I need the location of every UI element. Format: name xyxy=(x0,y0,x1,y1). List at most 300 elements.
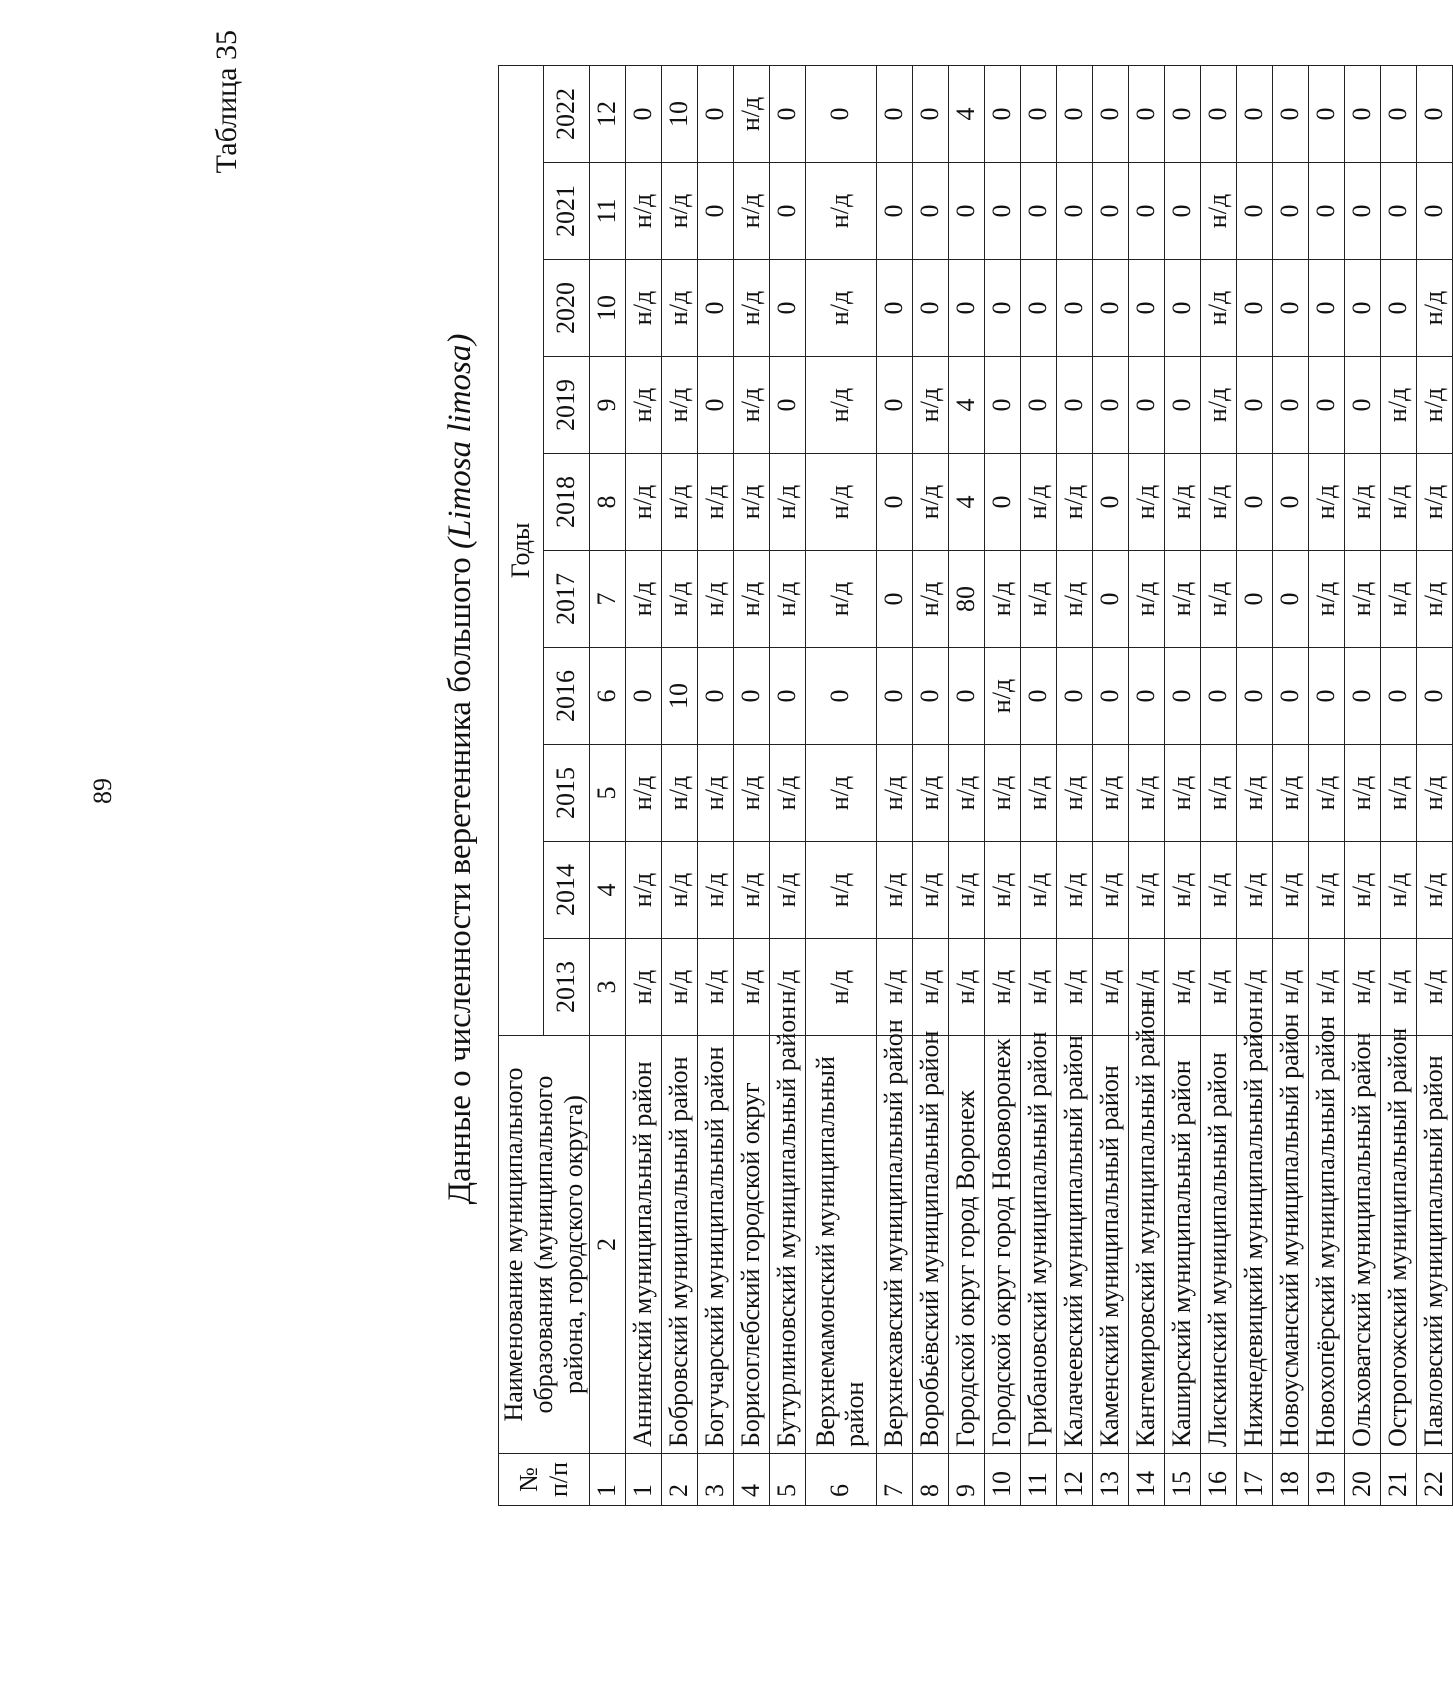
year-value-cell: 0 xyxy=(1092,163,1128,260)
year-value-cell: н/д xyxy=(1344,454,1380,551)
row-number: 17 xyxy=(1236,1454,1272,1506)
year-value-cell: 0 xyxy=(1272,454,1308,551)
year-value-cell: 0 xyxy=(1092,648,1128,745)
table-row xyxy=(661,65,697,1505)
row-number: 1 xyxy=(625,1454,661,1506)
year-value-cell: н/д xyxy=(1092,745,1128,842)
year-value-cell: н/д xyxy=(805,357,876,454)
municipality-name: Грибановский муниципальный район xyxy=(1020,1036,1056,1454)
year-value-cell: н/д xyxy=(1416,551,1452,648)
year-value-cell: н/д xyxy=(1380,939,1416,1036)
table-row xyxy=(1200,65,1236,1505)
row-number: 3 xyxy=(697,1454,733,1506)
year-value-cell: н/д xyxy=(697,842,733,939)
year-value-cell: н/д xyxy=(1308,454,1344,551)
year-value-cell: н/д xyxy=(661,842,697,939)
table-row xyxy=(1056,65,1092,1505)
year-value-cell: н/д xyxy=(1020,842,1056,939)
year-value-cell: 0 xyxy=(948,648,984,745)
year-value-cell: н/д xyxy=(661,163,697,260)
year-value-cell: н/д xyxy=(1200,454,1236,551)
year-value-cell: н/д xyxy=(876,842,912,939)
year-value-cell: н/д xyxy=(1344,939,1380,1036)
year-value-cell: н/д xyxy=(625,939,661,1036)
year-value-cell: 0 xyxy=(1344,260,1380,357)
year-value-cell: 0 xyxy=(1380,65,1416,162)
rotated-page-content xyxy=(208,16,1448,1522)
year-value-cell: 0 xyxy=(1056,65,1092,162)
document-title xyxy=(442,16,479,1522)
municipality-name: Борисоглебский городской округ xyxy=(733,1036,769,1454)
year-value-cell: 0 xyxy=(1092,65,1128,162)
year-value-cell: н/д xyxy=(912,454,948,551)
year-value-cell: н/д xyxy=(1200,939,1236,1036)
year-value-cell: н/д xyxy=(1164,745,1200,842)
year-value-cell: н/д xyxy=(1272,842,1308,939)
municipality-name: Бобровский муниципальный район xyxy=(661,1036,697,1454)
table-row xyxy=(1164,65,1200,1505)
year-value-cell: 0 xyxy=(1236,163,1272,260)
year-value-cell: н/д xyxy=(948,745,984,842)
year-value-cell: 0 xyxy=(733,648,769,745)
year-value-cell: 10 xyxy=(661,648,697,745)
year-value-cell: 10 xyxy=(661,65,697,162)
year-value-cell: 0 xyxy=(876,551,912,648)
year-value-cell: н/д xyxy=(769,454,805,551)
year-value-cell: 0 xyxy=(697,260,733,357)
year-value-cell: н/д xyxy=(1416,842,1452,939)
year-value-cell: н/д xyxy=(1380,551,1416,648)
year-value-cell: н/д xyxy=(733,357,769,454)
year-value-cell: 0 xyxy=(1272,551,1308,648)
row-number: 2 xyxy=(661,1454,697,1506)
year-value-cell: 0 xyxy=(876,648,912,745)
year-value-cell: н/д xyxy=(733,842,769,939)
year-value-cell: н/д xyxy=(1200,842,1236,939)
year-value-cell: 0 xyxy=(1128,163,1164,260)
year-value-cell: н/д xyxy=(984,745,1020,842)
year-value-cell: н/д xyxy=(1020,454,1056,551)
title-latin: (Limosa limosa) xyxy=(442,333,478,550)
year-value-cell: н/д xyxy=(625,163,661,260)
year-value-cell: 0 xyxy=(876,260,912,357)
year-value-cell: 0 xyxy=(1236,260,1272,357)
municipality-name: Лискинский муниципальный район xyxy=(1200,1036,1236,1454)
year-value-cell: н/д xyxy=(912,745,948,842)
year-value-cell: 0 xyxy=(1236,357,1272,454)
year-value-cell: н/д xyxy=(876,745,912,842)
row-number: 18 xyxy=(1272,1454,1308,1506)
year-value-cell: 0 xyxy=(1164,260,1200,357)
year-value-cell: н/д xyxy=(1344,745,1380,842)
table-row xyxy=(948,65,984,1505)
year-value-cell: н/д xyxy=(948,939,984,1036)
municipality-name: Калачеевский муниципальный район xyxy=(1056,1036,1092,1454)
column-number: 1 xyxy=(589,1454,625,1506)
year-value-cell: н/д xyxy=(1200,260,1236,357)
year-value-cell: 0 xyxy=(1020,260,1056,357)
column-number: 4 xyxy=(589,842,625,939)
year-value-cell: 0 xyxy=(697,163,733,260)
year-value-cell: 0 xyxy=(1416,65,1452,162)
column-number: 9 xyxy=(589,357,625,454)
column-number: 5 xyxy=(589,745,625,842)
year-value-cell: 0 xyxy=(1344,357,1380,454)
year-value-cell: н/д xyxy=(733,65,769,162)
year-value-cell: н/д xyxy=(912,842,948,939)
year-value-cell: н/д xyxy=(805,842,876,939)
year-value-cell: н/д xyxy=(1416,745,1452,842)
column-number: 12 xyxy=(589,65,625,162)
title-main: Данные о численности веретенника большого xyxy=(442,557,478,1205)
column-number: 8 xyxy=(589,454,625,551)
year-value-cell: н/д xyxy=(984,842,1020,939)
year-value-cell: н/д xyxy=(805,551,876,648)
year-value-cell: н/д xyxy=(733,163,769,260)
year-value-cell: 0 xyxy=(1092,551,1128,648)
table-row xyxy=(625,65,661,1505)
column-number: 3 xyxy=(589,939,625,1036)
year-value-cell: 0 xyxy=(1020,163,1056,260)
year-value-cell: н/д xyxy=(1164,551,1200,648)
year-value-cell: н/д xyxy=(1020,939,1056,1036)
year-value-cell: 0 xyxy=(876,357,912,454)
year-value-cell: н/д xyxy=(697,551,733,648)
year-value-cell: 0 xyxy=(1164,357,1200,454)
row-number: 7 xyxy=(876,1454,912,1506)
year-value-cell: 0 xyxy=(769,163,805,260)
year-value-cell: 0 xyxy=(984,454,1020,551)
year-value-cell: 0 xyxy=(1200,65,1236,162)
year-value-cell: н/д xyxy=(625,260,661,357)
year-value-cell: н/д xyxy=(1380,745,1416,842)
year-value-cell: н/д xyxy=(625,357,661,454)
year-value-cell: 0 xyxy=(1128,648,1164,745)
year-value-cell: 0 xyxy=(1020,65,1056,162)
municipality-name: Павловский муниципальный район xyxy=(1416,1036,1452,1454)
year-value-cell: 0 xyxy=(1236,551,1272,648)
year-value-cell: 0 xyxy=(1236,454,1272,551)
year-value-cell: н/д xyxy=(1200,745,1236,842)
table-row xyxy=(1344,65,1380,1505)
header-row-column-numbers xyxy=(589,65,625,1505)
year-value-cell: н/д xyxy=(1128,551,1164,648)
year-value-cell: н/д xyxy=(1308,551,1344,648)
municipality-name: Ольховатский муниципальный район xyxy=(1344,1036,1380,1454)
year-value-cell: 0 xyxy=(1308,65,1344,162)
year-value-cell: н/д xyxy=(984,939,1020,1036)
year-value-cell: 0 xyxy=(769,357,805,454)
year-value-cell: н/д xyxy=(1272,745,1308,842)
header-no: № п/п xyxy=(499,1454,590,1506)
year-value-cell: 0 xyxy=(1056,260,1092,357)
year-value-cell: 0 xyxy=(1092,357,1128,454)
municipality-name: Богучарский муниципальный район xyxy=(697,1036,733,1454)
table-row xyxy=(1308,65,1344,1505)
year-value-cell: 0 xyxy=(1164,163,1200,260)
row-number: 19 xyxy=(1308,1454,1344,1506)
year-value-cell: н/д xyxy=(1380,842,1416,939)
year-value-cell: н/д xyxy=(1200,357,1236,454)
table-row xyxy=(1272,65,1308,1505)
year-value-cell: н/д xyxy=(625,842,661,939)
year-value-cell: н/д xyxy=(805,454,876,551)
municipality-name: Каменский муниципальный район xyxy=(1092,1036,1128,1454)
municipality-name: Нижнедевицкий муниципальный район xyxy=(1236,1036,1272,1454)
year-value-cell: н/д xyxy=(769,842,805,939)
year-value-cell: н/д xyxy=(1308,745,1344,842)
year-value-cell: н/д xyxy=(1236,939,1272,1036)
year-value-cell: 0 xyxy=(805,648,876,745)
header-row-1 xyxy=(499,65,544,1505)
year-value-cell: 0 xyxy=(984,65,1020,162)
year-value-cell: 0 xyxy=(1272,648,1308,745)
municipality-name: Верхнемамонский муниципальный район xyxy=(805,1036,876,1454)
year-value-cell: н/д xyxy=(1056,842,1092,939)
year-value-cell: 0 xyxy=(805,65,876,162)
header-year: 2015 xyxy=(544,745,589,842)
year-value-cell: 0 xyxy=(912,260,948,357)
row-number: 4 xyxy=(733,1454,769,1506)
year-value-cell: н/д xyxy=(625,454,661,551)
header-year: 2014 xyxy=(544,842,589,939)
year-value-cell: н/д xyxy=(1128,939,1164,1036)
year-value-cell: н/д xyxy=(805,939,876,1036)
year-value-cell: 0 xyxy=(1128,357,1164,454)
year-value-cell: 0 xyxy=(1308,163,1344,260)
row-number: 21 xyxy=(1380,1454,1416,1506)
year-value-cell: 0 xyxy=(1092,454,1128,551)
row-number: 13 xyxy=(1092,1454,1128,1506)
municipality-name: Городской округ город Нововоронеж xyxy=(984,1036,1020,1454)
year-value-cell: 0 xyxy=(912,163,948,260)
year-value-cell: 0 xyxy=(984,357,1020,454)
year-value-cell: н/д xyxy=(1416,939,1452,1036)
year-value-cell: н/д xyxy=(1416,260,1452,357)
row-number: 16 xyxy=(1200,1454,1236,1506)
row-number: 8 xyxy=(912,1454,948,1506)
year-value-cell: н/д xyxy=(1308,939,1344,1036)
year-value-cell: 80 xyxy=(948,551,984,648)
year-value-cell: 0 xyxy=(876,454,912,551)
table-label: Таблица 35 xyxy=(210,30,243,174)
year-value-cell: 4 xyxy=(948,357,984,454)
column-number: 2 xyxy=(589,1036,625,1454)
year-value-cell: 0 xyxy=(1272,163,1308,260)
year-value-cell: н/д xyxy=(733,454,769,551)
year-value-cell: н/д xyxy=(1344,842,1380,939)
year-value-cell: н/д xyxy=(984,551,1020,648)
year-value-cell: н/д xyxy=(1128,842,1164,939)
row-number: 14 xyxy=(1128,1454,1164,1506)
year-value-cell: н/д xyxy=(1056,939,1092,1036)
year-value-cell: 0 xyxy=(1128,65,1164,162)
year-value-cell: н/д xyxy=(697,939,733,1036)
year-value-cell: н/д xyxy=(1308,842,1344,939)
year-value-cell: 0 xyxy=(912,648,948,745)
year-value-cell: н/д xyxy=(1272,939,1308,1036)
year-value-cell: н/д xyxy=(1164,842,1200,939)
year-value-cell: 0 xyxy=(1164,648,1200,745)
year-value-cell: н/д xyxy=(1128,745,1164,842)
year-value-cell: н/д xyxy=(733,939,769,1036)
table-row xyxy=(1128,65,1164,1505)
year-value-cell: 0 xyxy=(1056,357,1092,454)
municipality-name: Верхнехавский муниципальный район xyxy=(876,1036,912,1454)
year-value-cell: н/д xyxy=(769,551,805,648)
year-value-cell: 0 xyxy=(912,65,948,162)
row-number: 5 xyxy=(769,1454,805,1506)
year-value-cell: н/д xyxy=(1236,745,1272,842)
year-value-cell: н/д xyxy=(661,454,697,551)
year-value-cell: 0 xyxy=(1272,65,1308,162)
year-value-cell: н/д xyxy=(1128,454,1164,551)
year-value-cell: н/д xyxy=(1200,163,1236,260)
year-value-cell: 0 xyxy=(1308,260,1344,357)
year-value-cell: 0 xyxy=(948,260,984,357)
municipality-name: Аннинский муниципальный район xyxy=(625,1036,661,1454)
year-value-cell: н/д xyxy=(1200,551,1236,648)
year-value-cell: н/д xyxy=(948,842,984,939)
table-row xyxy=(805,65,876,1505)
header-year: 2021 xyxy=(544,163,589,260)
row-number: 10 xyxy=(984,1454,1020,1506)
municipality-name: Городской округ город Воронеж xyxy=(948,1036,984,1454)
column-number: 10 xyxy=(589,260,625,357)
year-value-cell: н/д xyxy=(733,260,769,357)
year-value-cell: 0 xyxy=(697,65,733,162)
municipality-name: Бутурлиновский муниципальный район xyxy=(769,1036,805,1454)
year-value-cell: н/д xyxy=(912,357,948,454)
header-name: Наименование муниципального образования (муниципального района, городского округа) xyxy=(499,1036,590,1454)
year-value-cell: 0 xyxy=(1200,648,1236,745)
table-row xyxy=(1380,65,1416,1505)
column-number: 7 xyxy=(589,551,625,648)
table-row xyxy=(984,65,1020,1505)
year-value-cell: н/д xyxy=(1344,551,1380,648)
year-value-cell: н/д xyxy=(984,648,1020,745)
year-value-cell: 0 xyxy=(1272,357,1308,454)
row-number: 22 xyxy=(1416,1454,1452,1506)
year-value-cell: н/д xyxy=(769,745,805,842)
year-value-cell: 0 xyxy=(769,65,805,162)
year-value-cell: 0 xyxy=(1308,648,1344,745)
year-value-cell: 4 xyxy=(948,65,984,162)
year-value-cell: 0 xyxy=(1344,163,1380,260)
municipality-name: Новохопёрский муниципальный район xyxy=(1308,1036,1344,1454)
header-years: Годы xyxy=(499,65,544,1035)
year-value-cell: н/д xyxy=(805,260,876,357)
table-row xyxy=(876,65,912,1505)
table-row xyxy=(733,65,769,1505)
year-value-cell: н/д xyxy=(1380,357,1416,454)
column-number: 6 xyxy=(589,648,625,745)
header-year: 2013 xyxy=(544,939,589,1036)
year-value-cell: н/д xyxy=(661,260,697,357)
year-value-cell: н/д xyxy=(1092,842,1128,939)
year-value-cell: 0 xyxy=(1056,648,1092,745)
year-value-cell: н/д xyxy=(1164,454,1200,551)
year-value-cell: 0 xyxy=(1380,163,1416,260)
year-value-cell: н/д xyxy=(1020,745,1056,842)
year-value-cell: 0 xyxy=(984,260,1020,357)
year-value-cell: 0 xyxy=(1056,163,1092,260)
year-value-cell: н/д xyxy=(912,551,948,648)
year-value-cell: 0 xyxy=(625,65,661,162)
row-number: 20 xyxy=(1344,1454,1380,1506)
year-value-cell: н/д xyxy=(1056,551,1092,648)
year-value-cell: н/д xyxy=(661,357,697,454)
table-row xyxy=(697,65,733,1505)
population-table xyxy=(498,65,1453,1506)
year-value-cell: н/д xyxy=(661,939,697,1036)
table-row xyxy=(1416,65,1452,1505)
year-value-cell: н/д xyxy=(1236,842,1272,939)
year-value-cell: н/д xyxy=(625,551,661,648)
year-value-cell: 0 xyxy=(697,357,733,454)
year-value-cell: 0 xyxy=(1308,357,1344,454)
year-value-cell: 0 xyxy=(1380,260,1416,357)
year-value-cell: 0 xyxy=(697,648,733,745)
year-value-cell: н/д xyxy=(769,939,805,1036)
year-value-cell: н/д xyxy=(1092,939,1128,1036)
municipality-name: Каширский муниципальный район xyxy=(1164,1036,1200,1454)
row-number: 6 xyxy=(805,1454,876,1506)
header-year: 2018 xyxy=(544,454,589,551)
header-year: 2020 xyxy=(544,260,589,357)
year-value-cell: н/д xyxy=(805,163,876,260)
year-value-cell: 0 xyxy=(1380,648,1416,745)
year-value-cell: н/д xyxy=(876,939,912,1036)
year-value-cell: н/д xyxy=(1416,357,1452,454)
header-year: 2017 xyxy=(544,551,589,648)
row-number: 15 xyxy=(1164,1454,1200,1506)
table-row xyxy=(1092,65,1128,1505)
municipality-name: Воробьёвский муниципальный район xyxy=(912,1036,948,1454)
year-value-cell: 0 xyxy=(876,65,912,162)
municipality-name: Кантемировский муниципальный район xyxy=(1128,1036,1164,1454)
year-value-cell: 0 xyxy=(1020,648,1056,745)
year-value-cell: н/д xyxy=(1020,551,1056,648)
year-value-cell: 0 xyxy=(1344,648,1380,745)
year-value-cell: н/д xyxy=(1164,939,1200,1036)
row-number: 11 xyxy=(1020,1454,1056,1506)
year-value-cell: н/д xyxy=(697,454,733,551)
year-value-cell: 0 xyxy=(1020,357,1056,454)
municipality-name: Острогожский муниципальный район xyxy=(1380,1036,1416,1454)
year-value-cell: 0 xyxy=(948,163,984,260)
year-value-cell: 0 xyxy=(625,648,661,745)
row-number: 9 xyxy=(948,1454,984,1506)
municipality-name: Новоусманский муниципальный район xyxy=(1272,1036,1308,1454)
year-value-cell: 0 xyxy=(1416,648,1452,745)
year-value-cell: н/д xyxy=(697,745,733,842)
header-year: 2016 xyxy=(544,648,589,745)
year-value-cell: 0 xyxy=(1272,260,1308,357)
year-value-cell: 0 xyxy=(1344,65,1380,162)
year-value-cell: н/д xyxy=(733,745,769,842)
year-value-cell: 0 xyxy=(1416,163,1452,260)
year-value-cell: 0 xyxy=(984,163,1020,260)
year-value-cell: 0 xyxy=(1128,260,1164,357)
year-value-cell: 0 xyxy=(876,163,912,260)
year-value-cell: 0 xyxy=(1092,260,1128,357)
year-value-cell: н/д xyxy=(1056,454,1092,551)
year-value-cell: н/д xyxy=(661,551,697,648)
year-value-cell: 0 xyxy=(769,260,805,357)
row-number: 12 xyxy=(1056,1454,1092,1506)
year-value-cell: 0 xyxy=(1236,65,1272,162)
